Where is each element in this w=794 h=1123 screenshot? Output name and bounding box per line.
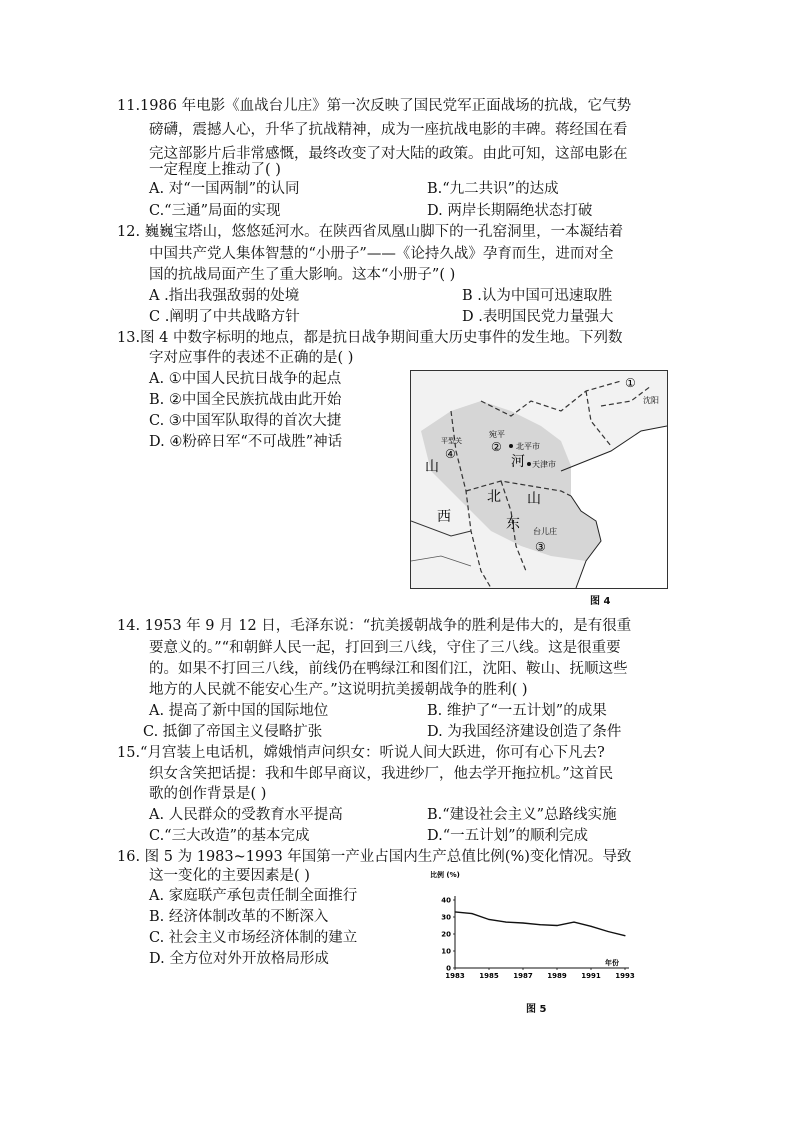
figure-5-caption: 图 5 [526, 1004, 547, 1015]
map-bei-label: 北 [487, 489, 501, 505]
q14-option-d[interactable]: D. 为我国经济建设创造了条件 [427, 724, 622, 740]
chart-y-tick-label: 40 [441, 896, 451, 905]
figure-5-chart [425, 868, 645, 983]
chart-x-axis [445, 968, 635, 980]
q12-option-d[interactable]: D .表明国民党力量强大 [462, 309, 614, 325]
chart-data-point [539, 924, 540, 925]
q14-option-c[interactable]: C. 抵御了帝国主义侵略扩张 [143, 724, 323, 740]
q15-option-d[interactable]: D.“一五计划”的顺利完成 [427, 828, 589, 844]
q11-option-c[interactable]: C.“三通”局面的实现 [149, 203, 281, 219]
chart-x-tick-label: 1985 [479, 972, 499, 980]
q11-line-4: 一定程度上推动了( ) [149, 162, 281, 178]
marker-4-label: ④ [445, 447, 456, 461]
chart-x-tick-label: 1993 [615, 972, 635, 980]
q12-line-2: 中国共产党人集体智慧的“小册子”——《论持久战》孕育而生，进而对全 [149, 246, 614, 262]
q13-option-b[interactable]: B. ②中国全民族抗战由此开始 [149, 392, 342, 408]
chart-data-point [454, 911, 455, 912]
q16-option-a[interactable]: A. 家庭联产承包责任制全面推行 [149, 888, 358, 904]
q13-option-c[interactable]: C. ③中国军队取得的首次大捷 [149, 413, 342, 429]
q15-option-c[interactable]: C.“三大改造”的基本完成 [149, 828, 310, 844]
q14-line-3: 的。如果不打回三八线，前线仍在鸭绿江和图们江，沈阳、鞍山、抚顺这些 [149, 661, 628, 677]
shenyang-label: 沈阳 [643, 396, 659, 405]
q11-line-1: 11.1986 年电影《血战台儿庄》第一次反映了国民党军正面战场的抗战，它气势 [117, 98, 632, 114]
q16-option-b[interactable]: B. 经济体制改革的不断深入 [149, 909, 329, 925]
chart-data-point [607, 931, 608, 932]
q12-option-a[interactable]: A .指出我强敌弱的处境 [149, 288, 300, 304]
q14-option-b[interactable]: B. 维护了“一五计划”的成果 [427, 703, 607, 719]
q12-line-3: 国的抗战局面产生了重大影响。这本“小册子”( ) [149, 267, 456, 283]
q14-line-4: 地方的人民就不能安心生产。”这说明抗美援朝战争的胜利( ) [149, 682, 528, 698]
map-shan-label: 山 [425, 459, 439, 475]
q11-line-3: 完这部影片后非常感慨，最终改变了对大陆的政策。由此可知，这部电影在 [149, 146, 628, 162]
beiping-label: 北平市 [516, 442, 540, 451]
q12-line-1: 12. 巍巍宝塔山，悠悠延河水。在陕西省凤凰山脚下的一孔窑洞里，一本凝结着 [117, 224, 624, 240]
chart-data-point [471, 913, 472, 914]
pingxingguan-label: 平型关 [441, 437, 462, 445]
q16-option-d[interactable]: D. 全方位对外开放格局形成 [149, 951, 329, 967]
q16-line-2: 这一变化的主要因素是( ) [149, 868, 310, 884]
chart-y-tick-label: 30 [441, 913, 451, 922]
chart-x-tick-label: 1989 [547, 972, 567, 980]
chart-svg [425, 868, 645, 983]
beiping-dot [509, 444, 513, 448]
marker-3-label: ③ [535, 540, 546, 554]
map-dong-label: 东 [506, 516, 520, 532]
q15-line-3: 歌的创作背景是( ) [149, 786, 267, 802]
chart-data-point [522, 922, 523, 923]
marker-1-label: ① [625, 376, 636, 390]
q13-option-d[interactable]: D. ④粉碎日军“不可战胜”神话 [149, 434, 343, 450]
tianjin-label: 天津市 [532, 460, 556, 469]
q11-option-d[interactable]: D. 两岸长期隔绝状态打破 [427, 203, 593, 219]
chart-series-line [455, 912, 625, 936]
chart-data-point [488, 919, 489, 920]
q14-line-2: 要意义的。”“和朝鲜人民一起，打回到三八线，守住了三八线。这是很重要 [149, 640, 621, 656]
q12-option-b[interactable]: B .认为中国可迅速取胜 [462, 288, 613, 304]
q11-line-2: 磅礴，震撼人心，升华了抗战精神，成为一座抗战电影的丰碑。蒋经国在看 [149, 122, 628, 138]
chart-data-point [573, 922, 574, 923]
chart-x-tick-label: 1983 [445, 972, 465, 980]
marker-2-label: ② [491, 440, 502, 454]
q14-line-1: 14. 1953 年 9 月 12 日，毛泽东说：“抗美援朝战争的胜利是伟大的，是有很重 [117, 618, 632, 634]
q13-line-2: 字对应事件的表述不正确的是( ) [149, 350, 354, 366]
q15-option-b[interactable]: B.“建设社会主义”总路线实施 [427, 807, 617, 823]
q13-line-1: 13.图 4 中数字标明的地点，都是抗日战争期间重大历史事件的发生地。下列数 [117, 330, 623, 346]
map-shan2-label: 山 [527, 491, 541, 507]
q16-option-c[interactable]: C. 社会主义市场经济体制的建立 [149, 930, 358, 946]
map-xi-label: 西 [437, 509, 451, 525]
q16-line-1: 16. 图 5 为 1983~1993 年国第一产业占国内生产总值比例(%)变化情况。导致 [117, 849, 632, 865]
map-he-label: 河 [511, 454, 525, 470]
chart-data-point [590, 926, 591, 927]
q13-option-a[interactable]: A. ①中国人民抗日战争的起点 [149, 371, 342, 387]
figure-4-map [410, 370, 668, 589]
chart-y-tick-label: 20 [441, 930, 451, 939]
boundary-liaoning [586, 391, 611, 446]
q15-line-2: 织女含笑把话提：我和牛郎早商议，我进纱厂，他去学开拖拉机。”这首民 [149, 766, 614, 782]
chart-data-point [624, 935, 625, 936]
wanping-label: 宛平 [489, 430, 505, 439]
tianjin-dot [527, 462, 531, 466]
chart-xlabel: 年份 [605, 959, 619, 967]
q11-option-a[interactable]: A. 对“一国两制”的认同 [149, 181, 300, 197]
chart-y-tick-label: 0 [446, 964, 451, 973]
chart-x-tick-label: 1987 [513, 972, 533, 980]
chart-y-axis [441, 896, 455, 973]
chart-y-tick-label: 10 [441, 947, 451, 956]
chart-data-point [505, 922, 506, 923]
q14-option-a[interactable]: A. 提高了新中国的国际地位 [149, 703, 329, 719]
chart-series [454, 911, 625, 936]
q12-option-c[interactable]: C .阐明了中共战略方针 [149, 309, 300, 325]
q15-option-a[interactable]: A. 人民群众的受教育水平提高 [149, 807, 343, 823]
river-line [411, 556, 471, 566]
figure-4-caption: 图 4 [590, 596, 611, 607]
q11-option-b[interactable]: B.“九二共识”的达成 [427, 181, 559, 197]
chart-x-tick-label: 1991 [581, 972, 601, 980]
chart-data-point [556, 925, 557, 926]
q15-line-1: 15.“月宫装上电话机，嫦娥悄声问织女：听说人间大跃进，你可有心下凡去? [117, 745, 605, 761]
taierzhuang-label: 台儿庄 [533, 527, 557, 536]
chart-ylabel: 比例 (%) [430, 871, 460, 879]
